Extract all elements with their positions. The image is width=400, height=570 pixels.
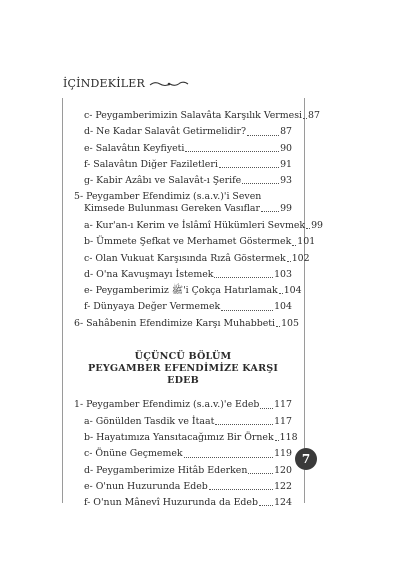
toc-entry[interactable]: c- Peygamberimizin Salavâta Karşılık Vermesi 87 xyxy=(84,110,320,121)
toc-entry[interactable]: a- Gönülden Tasdik ve İtaat 117 xyxy=(84,415,292,427)
toc-entry[interactable]: e- O'nun Huzurunda Edeb 122 xyxy=(84,480,292,492)
table-of-contents xyxy=(74,110,323,509)
page-number: 7 xyxy=(301,452,311,466)
toc-entry[interactable]: d- Ne Kadar Salavât Getirmelidir? 87 xyxy=(84,126,292,138)
toc-entry[interactable]: g- Kabir Azâbı ve Salavât-ı Şerife 93 xyxy=(84,175,292,187)
toc-entry[interactable]: b- Hayatımıza Yansıtacağımız Bir Örnek 118 xyxy=(84,432,298,443)
ornament-icon xyxy=(149,80,189,88)
toc-entry[interactable]: e- Peygamberimiz ﷺ'i Çokça Hatırlamak 104 xyxy=(84,285,302,297)
page-number-badge xyxy=(295,448,317,470)
toc-entry[interactable]: f- Dünyaya Değer Vermemek 104 xyxy=(84,301,292,313)
toc-entry[interactable]: c- Olan Vukuat Karşısında Rızâ Göstermek 102 xyxy=(84,252,310,264)
toc-section-5[interactable]: 5- Peygamber Efendimiz (s.a.v.)'i Seven Kimsede Bulunması Gereken Vasıflar 99 xyxy=(74,191,292,214)
toc-entry[interactable]: e- Salavâtın Keyfiyeti 90 xyxy=(84,142,292,154)
chapter-title: ÜÇÜNCÜ BÖLÜM xyxy=(134,350,232,362)
chapter-subtitle: PEYGAMBER EFENDİMİZE KARŞI EDEB xyxy=(87,363,279,386)
toc-entry[interactable]: d- Peygamberimize Hitâb Ederken 120 xyxy=(84,464,292,476)
running-header xyxy=(63,77,189,90)
toc-group-salavat xyxy=(74,110,320,187)
toc-group-edeb xyxy=(74,415,298,509)
toc-entry[interactable]: d- O'na Kavuşmayı İstemek 103 xyxy=(84,268,292,280)
toc-entry[interactable]: f- O'nun Mânevî Huzurunda da Edeb 124 xyxy=(84,497,292,509)
toc-entry[interactable]: f- Salavâtın Diğer Faziletleri 91 xyxy=(84,158,292,170)
header-title: İÇİNDEKİLER xyxy=(63,77,145,90)
toc-entry[interactable]: c- Önüne Geçmemek 119 xyxy=(84,448,292,460)
toc-section-6[interactable]: 6- Sahâbenin Efendimize Karşı Muhabbeti 105 xyxy=(74,317,299,329)
toc-entry[interactable]: b- Ümmete Şefkat ve Merhamet Göstermek 101 xyxy=(84,236,316,248)
toc-section-1[interactable]: 1- Peygamber Efendimiz (s.a.v.)'e Edeb 117 xyxy=(74,399,292,411)
toc-group-vasiflar xyxy=(74,219,323,313)
toc-entry[interactable]: a- Kur'an-ı Kerim ve İslâmî Hükümleri Sevmek 99 xyxy=(84,219,323,231)
